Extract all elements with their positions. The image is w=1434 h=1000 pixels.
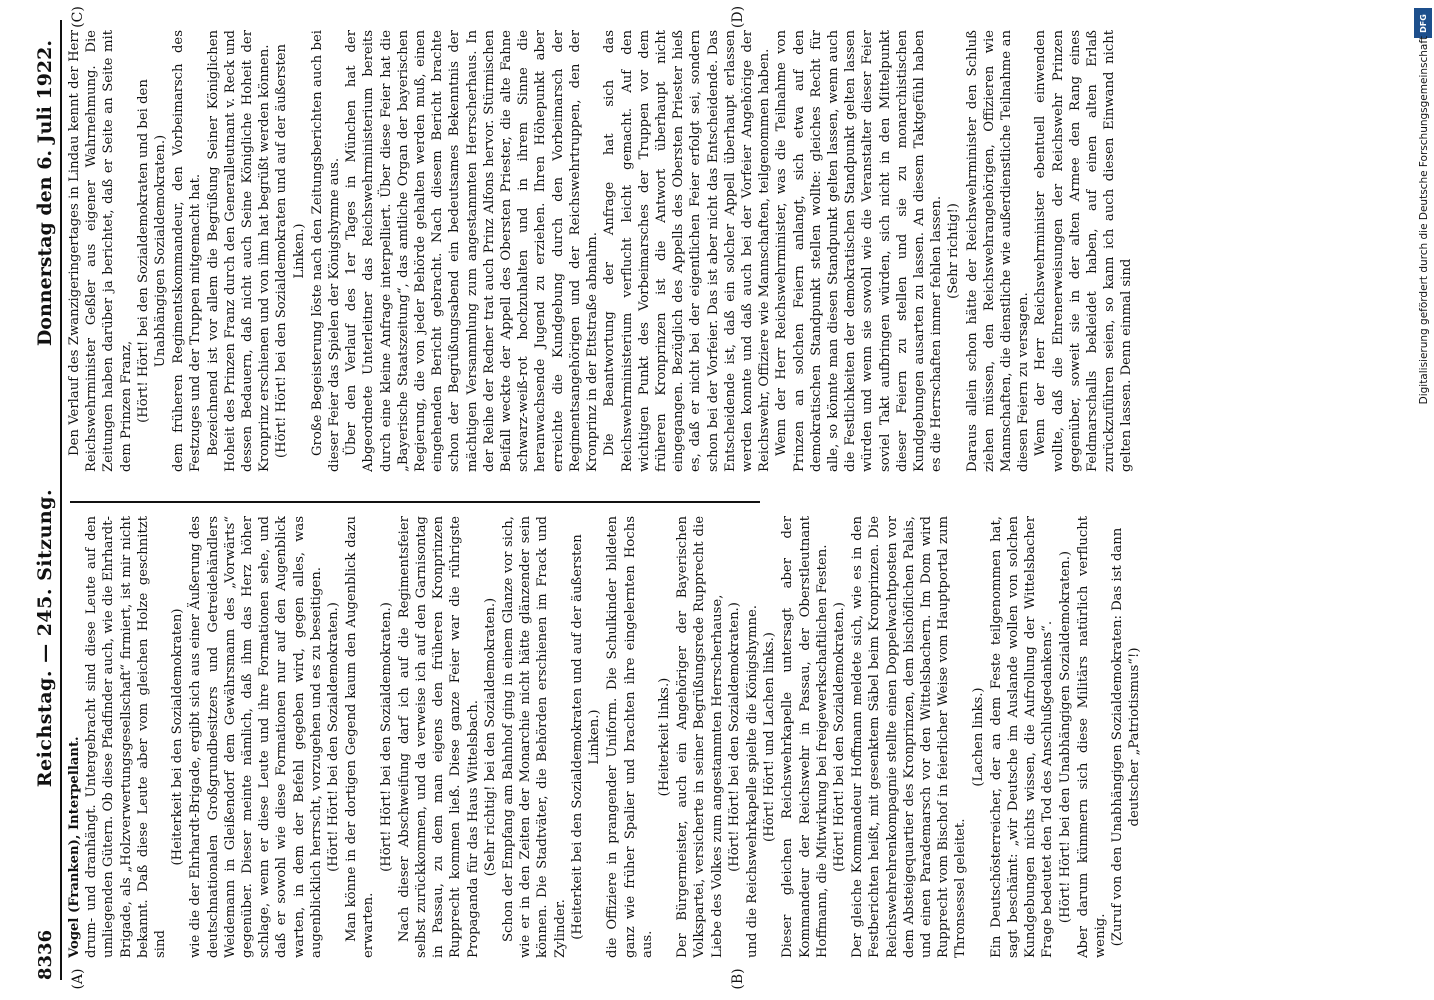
interjection: (Zuruf von den Unabhängigen Sozialdemokraten: Das ist dann deutscher „Patriotismus“!) <box>1110 527 1143 947</box>
paragraph: Wenn der Herr Reichswehrminister ebentuell einwenden wollte, daß die Ehrenerweisungen der Reichswehr Prinzen gegenüber, soweit sie in der alten Armee den Rang eines Feldmarschalls bekleidet haben, auf einen alten Erlaß zurückzuführen seien, so kann ich auch diesen Einwand nicht gelten lassen. Denn einmal sind <box>1033 30 1135 472</box>
paragraph: Die Beantwortung der Anfrage hat sich das Reichswehrministerium verflucht leicht gemacht. Auf den wichtigen Punkt des Vorbeimarsches der Truppen vor dem früheren Kronprinzen ist die Antwort überhaupt nicht eingegangen. Bezüglich des Appells des Obersten Priester hieß es, daß er nicht bei der eigentlichen Feier erfolgt sei, sondern schon bei der Vorfeier. Das ist aber nicht das Entscheidende. Das Entscheidende ist, daß ein solcher Appell überhaupt erlassen werden konnte und daß auch bei der Vorfeier Angehörige der Reichswehr, Offiziere wie Mannschaften, teilgenommen haben. <box>602 30 773 472</box>
header-title: Reichstag. — 245. Sitzung. <box>34 488 56 788</box>
left-column <box>66 516 1386 958</box>
interjection: (Hört! Hört! bei den Sozialdemokraten.) <box>326 602 342 872</box>
paragraph: Nach dieser Abschweifung darf ich auf die Regimentsfeier selbst zurückkommen, und da verweise ich auf den Garnisontag in Passau, zu dem man eigens den früheren Kronprinzen Rupprecht kommen ließ. Diese ganze Feier war die rührigste Propaganda für das Haus Wittelsbach. <box>396 516 481 958</box>
column-divider <box>70 501 760 503</box>
paragraph: Der gleiche Kommandeur Hoffmann meldete sich, wie es in den Festberichten heißt, mit gesenktem Säbel beim Kronprinzen. Die Reichswehrehrenkompagnie stellte einen Doppelwachtposten vor dem Absteigequartier des Kronprinzen, dem bischöflichen Palais, und einen Parademarsch vor den Wittelsbachern. Im Dom wird Rupprecht vom Bischof in feierlicher Weise vom Hauptportal zum Thronsessel geleitet. <box>850 516 969 958</box>
paragraph: Wenn der Herr Reichswehrminister, was die Teilnahme von Prinzen an solchen Feiern anlangt, sich etwa auf den demokratischen Standpunkt stellen wollte: gleiches Recht für alle, so könnte man diesen Standpunkt gelten lassen, wenn auch die Festlichkeiten der demokratischen Standpunkt gelten lassen würden und wenn sie sowohl wie die Veranstalter dieser Feier soviel Takt aufbringen würden, sich nicht in den Mittelpunkt dieser Feiern zu stellen und sie zu monarchistischen Kundgebungen ausarten zu lassen. An diesem Taktgefühl haben es die Herrschaften immer fehlen lassen. <box>774 30 945 472</box>
speaker-line: Vogel (Franken), Interpellant. <box>67 736 82 958</box>
left-column-body <box>83 516 1143 958</box>
margin-marker-c: (C) <box>70 6 86 28</box>
interjection: (Hört! Hört! bei den Sozialdemokraten und bei den Unabhängigen Sozialdemokraten.) <box>135 79 169 423</box>
paragraph: und die Reichswehrkapelle spielte die Königshymne. <box>744 605 760 958</box>
paragraph: dem früheren Regimentskommandeur, den Vorbeimarsch des Festzuges und der Truppen mitgemacht hat. <box>171 30 204 472</box>
digitization-footer <box>1414 10 1434 990</box>
paragraph: Große Begeisterung löste nach den Zeitungsberichten auch bei dieser Feier das Spielen der Königshymne aus. <box>309 30 343 472</box>
paragraph: drum- und dranhängt. Untergebracht sind diese Leute auf den umliegenden Gütern. Ob diese Pfadfinder auch, wie die Ehrhardt-Brigade, als „Holzverwertungsgesellschaft“ firmiert, ist mir nicht bekannt. Daß diese Leute aber vom gleichen Holze geschnitzt sind <box>84 516 169 958</box>
interjection: (Hört! Hört! bei den Sozialdemokraten.) <box>378 602 394 872</box>
right-column <box>66 30 1386 472</box>
interjection: (Heiterkeit links.) <box>656 677 672 797</box>
paragraph: Bezeichnend ist vor allem die Begrüßung Seiner Königlichen Hoheit des Prinzen Franz durch den Generalleutnant v. Reck und dessen Bedauern, daß nicht auch Seine Königliche Hoheit der Kronprinz erschienen und von ihm hat begrüßt werden können. <box>205 30 273 472</box>
header-date: Donnerstag den 6. Juli 1922. <box>34 40 56 347</box>
paragraph: Man könne in der dortigen Gegend kaum den Augenblick dazu erwarten. <box>344 516 377 958</box>
paragraph: Schon der Empfang am Bahnhof ging in einem Glanze vor sich, wie er in den Zeiten der Monarchie nicht hätte glänzender sein können. Die Stadtväter, die Behörden erschienen im Frack und Zylinder. <box>501 516 568 958</box>
interjection: (Heiterkeit bei den Sozialdemokraten und auf der äußersten Linken.) <box>569 534 603 940</box>
interjection: (Hört! Hört! bei den Sozialdemokraten und auf der äußersten Linken.) <box>274 43 307 459</box>
page-number: 8336 <box>35 929 56 980</box>
paragraph: Aber darum kümmern sich diese Militärs natürlich verflucht wenig. <box>1075 516 1108 958</box>
header-rule <box>60 20 62 980</box>
interjection: (Hört! Hört! und Lachen links.) <box>762 632 778 842</box>
paragraph: Der Bürgermeister, auch ein Angehöriger der Bayerischen Volkspartei, versicherte in seiner Begrüßungsrede Rupprecht die Liebe des Volkes zum angestammten Herrscherhause, <box>675 516 725 958</box>
margin-marker-a: (A) <box>70 968 86 990</box>
interjection: (Hört! Hört! bei den Sozialdemokraten.) <box>831 602 847 872</box>
margin-marker-d: (D) <box>730 5 746 29</box>
interjection: (Hört! Hört! bei den Sozialdemokraten.) <box>726 602 742 872</box>
margin-marker-b: (B) <box>730 968 746 990</box>
paragraph: Ein Deutschösterreicher, der an dem Feste teilgenommen hat, sagt beschämt: „wir Deutsche im Auslande wollen von solchen Kundgebungen nichts wissen, die Aufrollung der Wittelsbacher Frage bedeutet den Tod des Anschlußgedankens“. <box>988 516 1056 958</box>
interjection: (Heiterkeit bei den Sozialdemokraten) <box>170 608 186 866</box>
page-header <box>12 20 56 980</box>
right-column-body <box>66 30 1136 472</box>
interjection: (Hört! Hört! bei den Unabhängigen Sozialdemokraten.) <box>1057 550 1073 924</box>
digitization-text: Digitalisierung gefördert durch die Deutsche Forschungsgemeinschaft <box>1418 36 1430 405</box>
paragraph: Über den Verlauf des 1er Tages in München hat der Abgeordnete Unterleitner das Reichswehrministerium bereits durch eine kleine Anfrage interpelliert. Über diese Feier hat die „Bayerische Staatszeitung“, das amtliche Organ der bayerischen Regierung, die von jeder Behörde gehalten werden muß, einen eingehenden Bericht gebracht. Nach diesem Bericht brachte schon der Begrüßungsabend ein bedeutsames Bekenntnis der mächtigen Versammlung zum angestammten Herrscherhaus. In der Reihe der Redner trat auch Prinz Alfons hervor. Stürmischen Beifall weckte der Appell des Obersten Priester, die alte Fahne schwarz-weiß-rot hochzuhalten und in ihrem Sinne die heranwachsende Jugend zu erziehen. Ihren Höhepunkt aber erreichte die Kundgebung durch den Vorbeimarsch der Regimentsangehörigen und der Reichswehrtruppen, den der Kronprinz in der Ettstraße abnahm. <box>344 30 601 472</box>
paragraph: Den Verlauf des Zwanzigeringertages in Lindau kennt der Herr Reichswehrminister Geßler aus eigener Wahrnehmung. Die Zeitungen haben darüber ja berichtet, daß er Seite an Seite mit dem Prinzen Franz, <box>67 30 134 472</box>
interjection: (Sehr richtig! bei den Sozialdemokraten.) <box>482 597 498 877</box>
paragraph: Dieser gleichen Reichswehrkapelle untersagt aber der Kommandeur der Reichswehr in Passau, der Oberstleutnant Hoffmann, die Mitwirkung bei freigewerkschaftlichen Festen. <box>780 516 830 958</box>
interjection: (Sehr richtig!) <box>946 203 962 299</box>
dfg-logo: DFG <box>1414 8 1432 38</box>
interjection: (Lachen links.) <box>970 687 986 787</box>
paragraph: Daraus allein schon hätte der Reichswehrminister den Schluß ziehen müssen, den Reichswehrangehörigen, Offizieren wie Mannschaften, die dienstliche wie außerdienstliche Teilnahme an diesen Feiern zu versagen. <box>964 30 1032 472</box>
paragraph: wie die der Ehrhardt-Brigade, ergibt sich aus einer Äußerung des deutschnationalen Großgrundbesitzers und Getreidehändlers Weidemann in Gleißendorf dem Gewährsmann des „Vorwärts“ gegenüber. Dieser meinte nämlich, daß ihm das Herz höher schlage, wenn er diese Leute und ihre Formationen sehe, und daß er sowohl wie diese Formationen nur auf den Augenblick warten, in dem der Befehl gegeben wird, gegen alles, was augenblicklich herrscht, vorzugehen und es zu beseitigen. <box>188 516 324 958</box>
paragraph: die Offiziere in prangender Uniform. Die Schulkinder bildeten ganz wie früher Spalier und brachten ihre eingelernten Hochs aus. <box>605 516 655 958</box>
